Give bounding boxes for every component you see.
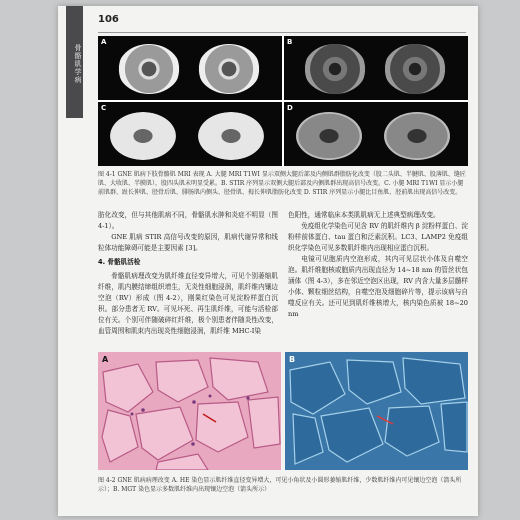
panel-label-a: A [101, 38, 107, 46]
paragraph: GNE 肌病 STIR 高信号改变的原因，肌病代谢异常和线粒体功能障碍可能是主要因素 [3]。 [98, 233, 278, 252]
panel-label-c: C [101, 104, 107, 112]
body-column-right [288, 210, 468, 320]
mri-figure [98, 36, 468, 166]
figure-1-caption: 图 4-1 GNE 肌病下肢骨骼肌 MRI 表现 A. 大腿 MRI T1WI 显示双侧大腿后部及内侧肌群脂肪化改变（股二头肌、半腱肌、股薄肌、缝匠肌、大收肌、半膜肌），股四头肌未明显受累。B. STIR 序列显示双侧大腿后部及内侧肌群出现高信号改变。C. 小腿 MRI T1WI 显示小腿前肌群、趾长伸肌、胫骨后肌、腓肠肌内侧头、胫骨肌、拇长伸肌脂肪化改变 D. STIR 序列显示小腿比目鱼肌、胫前肌出现高信号改变。 [98, 171, 466, 196]
panel-label-b: B [289, 355, 296, 364]
panel-label-a: A [102, 355, 109, 364]
histology-panel-mgt [285, 352, 468, 470]
section-heading: 4. 骨骼肌活检 [98, 258, 141, 266]
mri-panel-d [284, 102, 468, 166]
paragraph: 电镜可见胞质内空泡形成，其内可见层状小体及自噬空泡。肌纤维胞核或胞质内出现直径为 14~18 nm 的管丝状包涵体（图 4-3），多在邻近空泡区出现，RV 内含大量多层髓样小体、颗粒细丝结构，自噬空泡及细胞碎片等，提示该病与自噬反应有关。还可见到肌纤维核增大，核内染色质被 18~20 nm [288, 255, 468, 318]
paragraph: 色阳性，通常临床本类肌肌病无上述典型病理改变。 [288, 211, 440, 219]
paragraph: 肪化改变，但与其他肌病不同，骨骼肌水肿和炎症不明显（图 4-1）。 [98, 211, 278, 230]
mri-panel-d-top [284, 36, 468, 100]
panel-label-b: B [287, 38, 293, 46]
paragraph: 免疫组化学染色可见含 RV 的肌纤维内 β 淀粉样蛋白、淀粉样前体蛋白、tau 蛋白和泛素沉积。LC3、LAMP2 免疫组织化学染色可见多数肌纤维内出现相应蛋白沉积。 [288, 222, 468, 252]
figure-2-caption: 图 4-2 GNE 肌病病理改变 A. HE 染色显示肌纤维直径变异增大，可见小角状及小圆形萎缩肌纤维，少数肌纤维内可见镶边空泡（箭头所示）；B. MGT 染色显示多数肌纤维内出现镶边空泡（箭头所示） [98, 477, 462, 493]
page-number: 106 [98, 14, 119, 25]
mri-panel-a [98, 36, 282, 100]
panel-label-d: D [287, 104, 293, 112]
body-column-left [98, 210, 278, 337]
histology-panel-he [98, 352, 281, 470]
header-divider [98, 32, 466, 33]
chapter-side-tab: 骨骼肌学病 [66, 6, 83, 118]
paragraph: 骨骼肌病理改变为肌纤维直径变异增大，可见个别萎缩肌纤维，肌内膜结缔组织增生，无炎性细胞浸润，肌纤维内镶边空泡（RV）形成（图 4-2），刚果红染色可见淀粉样蛋白沉积。部分患者无 RV。可见坏死、再生肌纤维，可能与活检部位有关。个别可伴随破碎红纤维，极个别患者伴随炎性改变，血管周围和肌束内出现炎性细胞浸润，肌纤维 MHC-Ⅰ染 [98, 272, 278, 335]
mri-panel-c [98, 102, 282, 166]
book-page [58, 6, 478, 516]
